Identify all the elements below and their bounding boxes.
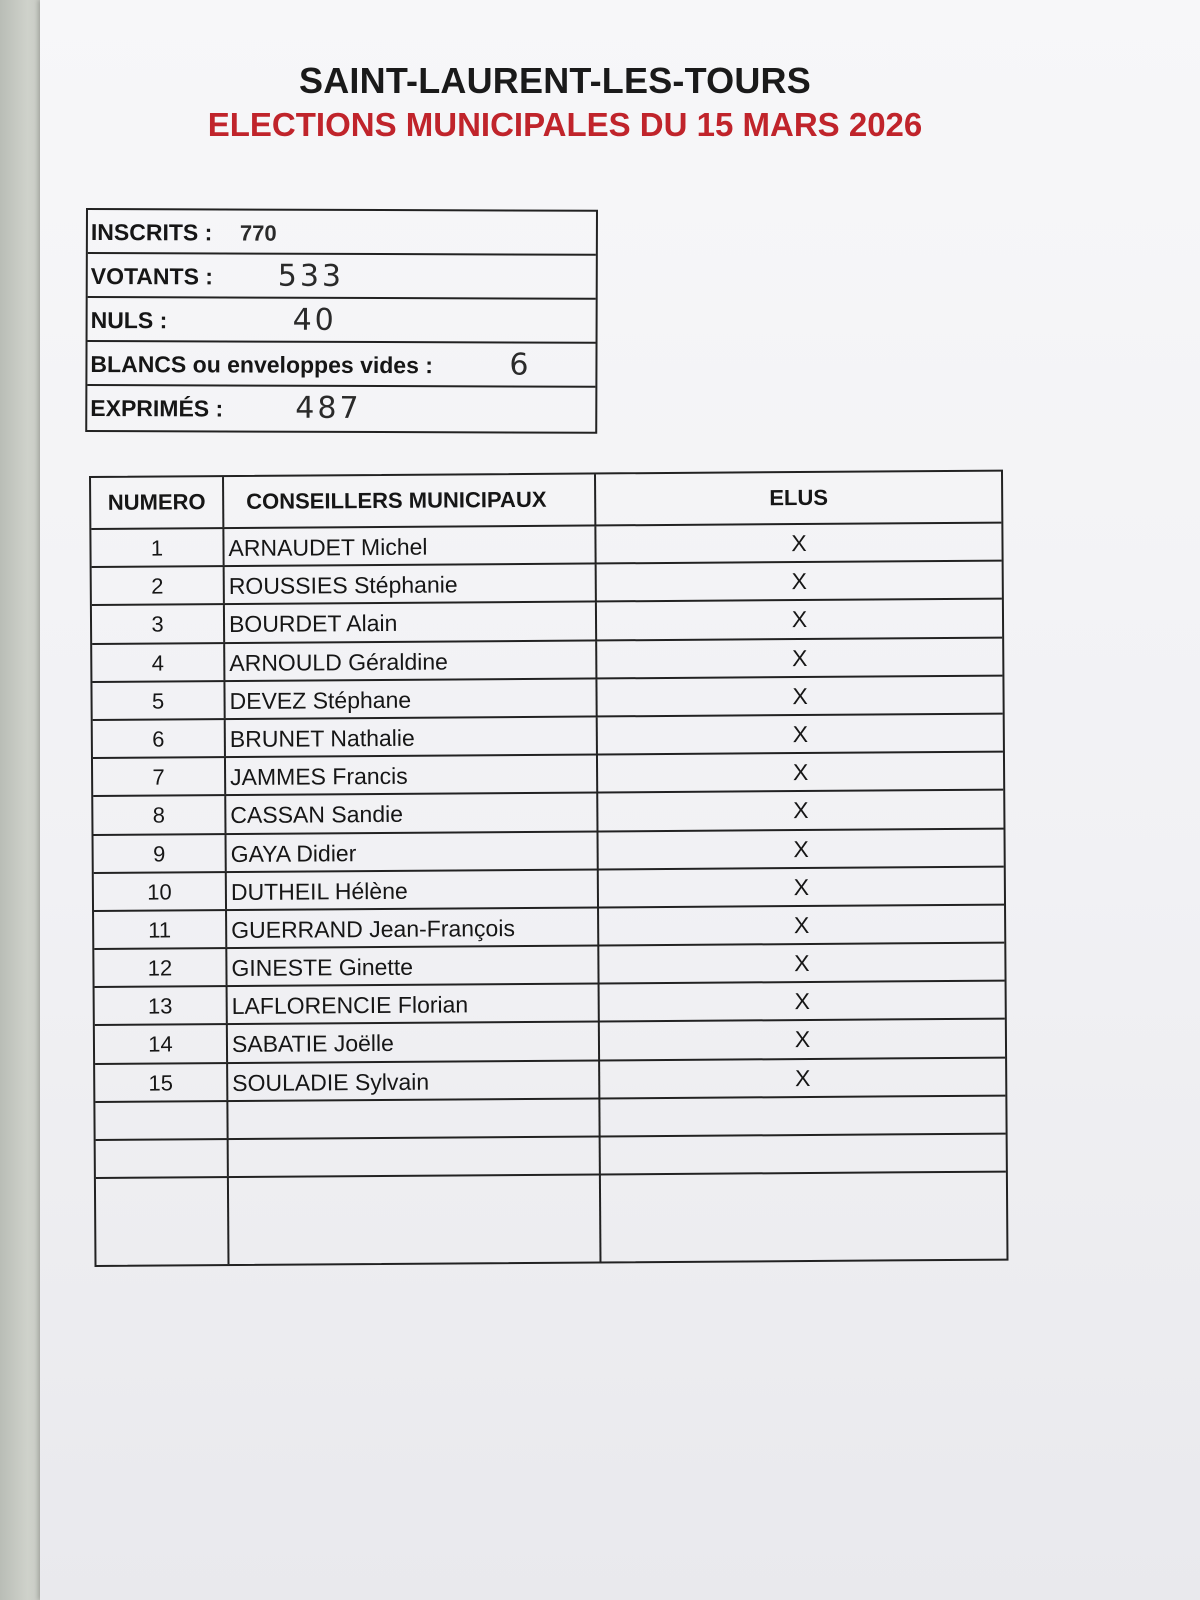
blancs-value: 6 bbox=[509, 347, 532, 383]
empty-cell bbox=[96, 1140, 229, 1177]
table-row bbox=[95, 1058, 1005, 1103]
exprimes-label: EXPRIMÉS : bbox=[90, 395, 224, 422]
councillor-name: DUTHEIL Hélène bbox=[227, 870, 599, 909]
nuls-label: NULS : bbox=[90, 307, 168, 334]
election-title: ELECTIONS MUNICIPALES DU 15 MARS 2026 bbox=[207, 106, 923, 143]
exprimes-value: 487 bbox=[295, 390, 362, 426]
elected-mark: X bbox=[793, 835, 809, 862]
elected-mark: X bbox=[792, 682, 808, 709]
councillor-name: BOURDET Alain bbox=[225, 603, 597, 642]
elected-mark: X bbox=[791, 529, 807, 557]
row-number: 10 bbox=[94, 873, 227, 910]
votants-label: VOTANTS : bbox=[90, 263, 214, 290]
nuls-value: 40 bbox=[292, 302, 337, 338]
summary-row-blancs bbox=[87, 342, 595, 388]
header-elus: ELUS bbox=[769, 484, 829, 511]
councillor-name: JAMMES Francis bbox=[226, 756, 598, 795]
summary-row-inscrits bbox=[88, 210, 596, 256]
table-row bbox=[92, 676, 1002, 721]
row-number: 9 bbox=[94, 835, 227, 872]
row-number: 5 bbox=[92, 682, 225, 719]
elected-mark: X bbox=[793, 911, 810, 938]
empty-row bbox=[96, 1135, 1006, 1180]
elected-mark: X bbox=[794, 988, 810, 1015]
inscrits-value: 770 bbox=[239, 220, 277, 246]
councillor-name: GAYA Didier bbox=[227, 832, 599, 871]
table-header bbox=[91, 472, 1001, 530]
blancs-label: BLANCS ou enveloppes vides : bbox=[90, 351, 434, 379]
row-number: 2 bbox=[92, 567, 225, 604]
councillor-name: SABATIE Joëlle bbox=[228, 1023, 600, 1062]
row-number: 1 bbox=[91, 529, 224, 566]
elected-mark: X bbox=[792, 720, 809, 748]
councillor-name: DEVEZ Stéphane bbox=[225, 679, 597, 718]
table-row bbox=[93, 753, 1003, 798]
row-number: 7 bbox=[93, 758, 226, 795]
vote-summary-box bbox=[85, 208, 598, 434]
inscrits-label: INSCRITS : bbox=[90, 219, 213, 246]
row-number: 11 bbox=[94, 911, 227, 948]
councillor-name: GINESTE Ginette bbox=[227, 947, 599, 986]
table-row bbox=[94, 944, 1004, 989]
table-row bbox=[93, 791, 1003, 836]
empty-cell bbox=[229, 1137, 601, 1176]
elected-mark: X bbox=[793, 797, 809, 824]
summary-row-votants bbox=[88, 254, 596, 300]
elected-mark: X bbox=[791, 606, 808, 633]
empty-cell bbox=[229, 1176, 602, 1265]
elected-mark: X bbox=[792, 759, 809, 786]
summary-row-nuls bbox=[88, 298, 596, 344]
row-number: 8 bbox=[93, 796, 226, 833]
elected-mark: X bbox=[791, 568, 808, 595]
empty-row bbox=[95, 1096, 1005, 1141]
table-row bbox=[92, 600, 1002, 645]
table-row bbox=[91, 524, 1001, 569]
table-row bbox=[92, 562, 1002, 607]
header-conseillers: CONSEILLERS MUNICIPAUX bbox=[224, 474, 596, 527]
elected-mark: X bbox=[794, 1064, 811, 1091]
empty-row bbox=[96, 1173, 1007, 1265]
elected-mark: X bbox=[793, 873, 810, 900]
councillor-name: LAFLORENCIE Florian bbox=[228, 985, 600, 1024]
commune-title: SAINT-LAURENT-LES-TOURS bbox=[299, 60, 811, 101]
empty-cell bbox=[601, 1173, 1007, 1262]
table-row bbox=[94, 867, 1004, 912]
elected-mark: X bbox=[794, 950, 810, 977]
row-number: 6 bbox=[93, 720, 226, 757]
row-number: 15 bbox=[95, 1064, 228, 1101]
table-row bbox=[94, 905, 1004, 950]
header-numero: NUMERO bbox=[91, 477, 224, 528]
councillor-name: ROUSSIES Stéphanie bbox=[225, 565, 597, 604]
table-row bbox=[93, 715, 1003, 760]
councillor-name: CASSAN Sandie bbox=[226, 794, 598, 833]
row-number: 4 bbox=[92, 644, 225, 681]
table-row bbox=[94, 829, 1004, 874]
elected-mark: X bbox=[794, 1026, 811, 1053]
table-row bbox=[95, 982, 1005, 1027]
table-row bbox=[95, 1020, 1005, 1065]
row-number: 3 bbox=[92, 605, 225, 642]
empty-cell bbox=[601, 1135, 1006, 1174]
councillor-name: BRUNET Nathalie bbox=[226, 717, 598, 756]
row-number: 12 bbox=[94, 949, 227, 986]
votants-value: 533 bbox=[277, 258, 345, 294]
elected-mark: X bbox=[792, 644, 808, 671]
table-row bbox=[92, 638, 1002, 683]
councillor-name: ARNAUDET Michel bbox=[224, 526, 596, 565]
summary-row-exprimes bbox=[87, 386, 595, 432]
empty-cell bbox=[95, 1102, 228, 1139]
row-number: 14 bbox=[95, 1025, 228, 1062]
empty-cell bbox=[228, 1099, 600, 1138]
councillor-name: GUERRAND Jean-François bbox=[227, 908, 599, 947]
councillor-name: ARNOULD Géraldine bbox=[225, 641, 597, 680]
results-table bbox=[89, 470, 1009, 1268]
empty-cell bbox=[600, 1096, 1005, 1135]
councillor-name: SOULADIE Sylvain bbox=[228, 1061, 600, 1100]
row-number: 13 bbox=[95, 987, 228, 1024]
empty-cell bbox=[96, 1178, 230, 1265]
